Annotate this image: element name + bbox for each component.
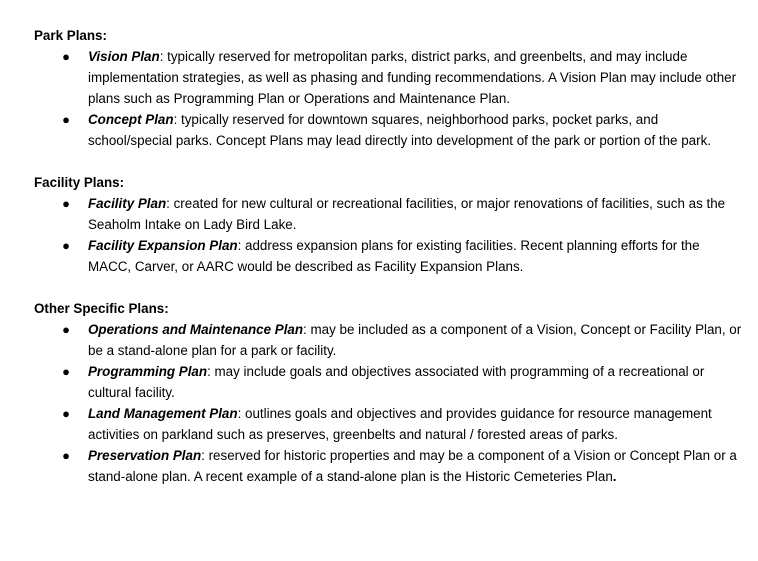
list-item-concept-plan	[34, 109, 744, 151]
bullet-icon: ●	[62, 448, 70, 463]
plan-description: outlines goals and objectives and provides guidance for resource management activities on parkland such as preserves, greenbelts and natural / forested areas of parks.	[88, 406, 712, 442]
section-heading: Facility Plans:	[34, 175, 125, 190]
plan-description: created for new cultural or recreational facilities, or major renovations of facilities, such as the Seaholm Intake on Lady Bird Lake.	[88, 196, 726, 232]
section-heading: Park Plans:	[34, 28, 107, 43]
plan-description: may include goals and objectives associated with programming of a recreational or cultural facility.	[88, 364, 705, 400]
plan-term: Vision Plan	[88, 49, 160, 64]
list-item-vision-plan	[34, 46, 744, 109]
bullet-icon: ●	[62, 322, 70, 337]
bullet-icon: ●	[62, 112, 70, 127]
closing-period: .	[612, 469, 617, 484]
bullet-icon: ●	[62, 406, 70, 421]
plan-separator: :	[159, 49, 168, 64]
plan-description: may be included as a component of a Vision, Concept or Facility Plan, or be a stand-alone plan for a park or facility.	[88, 322, 742, 358]
plan-description: typically reserved for metropolitan parks, district parks, and greenbelts, and may include implementation strategies, as well as phasing and funding recommendations. A Vision Plan may include other plans such as Programming Plan or Operations and Maintenance Plan.	[88, 49, 737, 106]
list-item-operations-maintenance-plan	[34, 319, 744, 361]
plan-description: reserved for historic properties and may be a component of a Vision or Concept Plan or a stand-alone plan. A recent example of a stand-alone plan is the Historic Cemeteries Plan	[88, 448, 737, 484]
section-park-plans	[34, 25, 744, 151]
bullet-icon: ●	[62, 196, 70, 211]
plan-separator: :	[166, 196, 174, 211]
bullet-icon: ●	[62, 364, 70, 379]
plan-separator: :	[303, 322, 311, 337]
plan-term: Facility Expansion Plan	[88, 238, 238, 253]
bullet-icon: ●	[62, 238, 70, 253]
plan-term: Preservation Plan	[88, 448, 202, 463]
list-item-land-management-plan	[34, 403, 744, 445]
plan-list	[34, 319, 744, 487]
plan-separator: :	[207, 364, 215, 379]
section-facility-plans	[34, 172, 744, 277]
plan-separator: :	[201, 448, 209, 463]
plan-separator: :	[237, 238, 246, 253]
plan-term: Operations and Maintenance Plan	[88, 322, 304, 337]
bullet-icon: ●	[62, 49, 70, 64]
plan-description: typically reserved for downtown squares, neighborhood parks, pocket parks, and school/special parks. Concept Plans may lead directly into development of the park or portion of the park.	[88, 112, 711, 148]
plan-term: Concept Plan	[88, 112, 174, 127]
list-item-preservation-plan	[34, 445, 744, 487]
plan-separator: :	[237, 406, 246, 421]
section-other-specific-plans	[34, 298, 744, 487]
section-heading: Other Specific Plans:	[34, 301, 169, 316]
plan-term: Programming Plan	[88, 364, 208, 379]
list-item-programming-plan	[34, 361, 744, 403]
plan-term: Facility Plan	[88, 196, 167, 211]
plan-list	[34, 46, 744, 151]
plan-separator: :	[173, 112, 182, 127]
plan-description: address expansion plans for existing facilities. Recent planning efforts for the MACC, Carver, or AARC would be described as Facility Expansion Plans.	[88, 238, 700, 274]
plan-list	[34, 193, 744, 277]
list-item-facility-plan	[34, 193, 744, 235]
list-item-facility-expansion-plan	[34, 235, 744, 277]
plan-term: Land Management Plan	[88, 406, 238, 421]
